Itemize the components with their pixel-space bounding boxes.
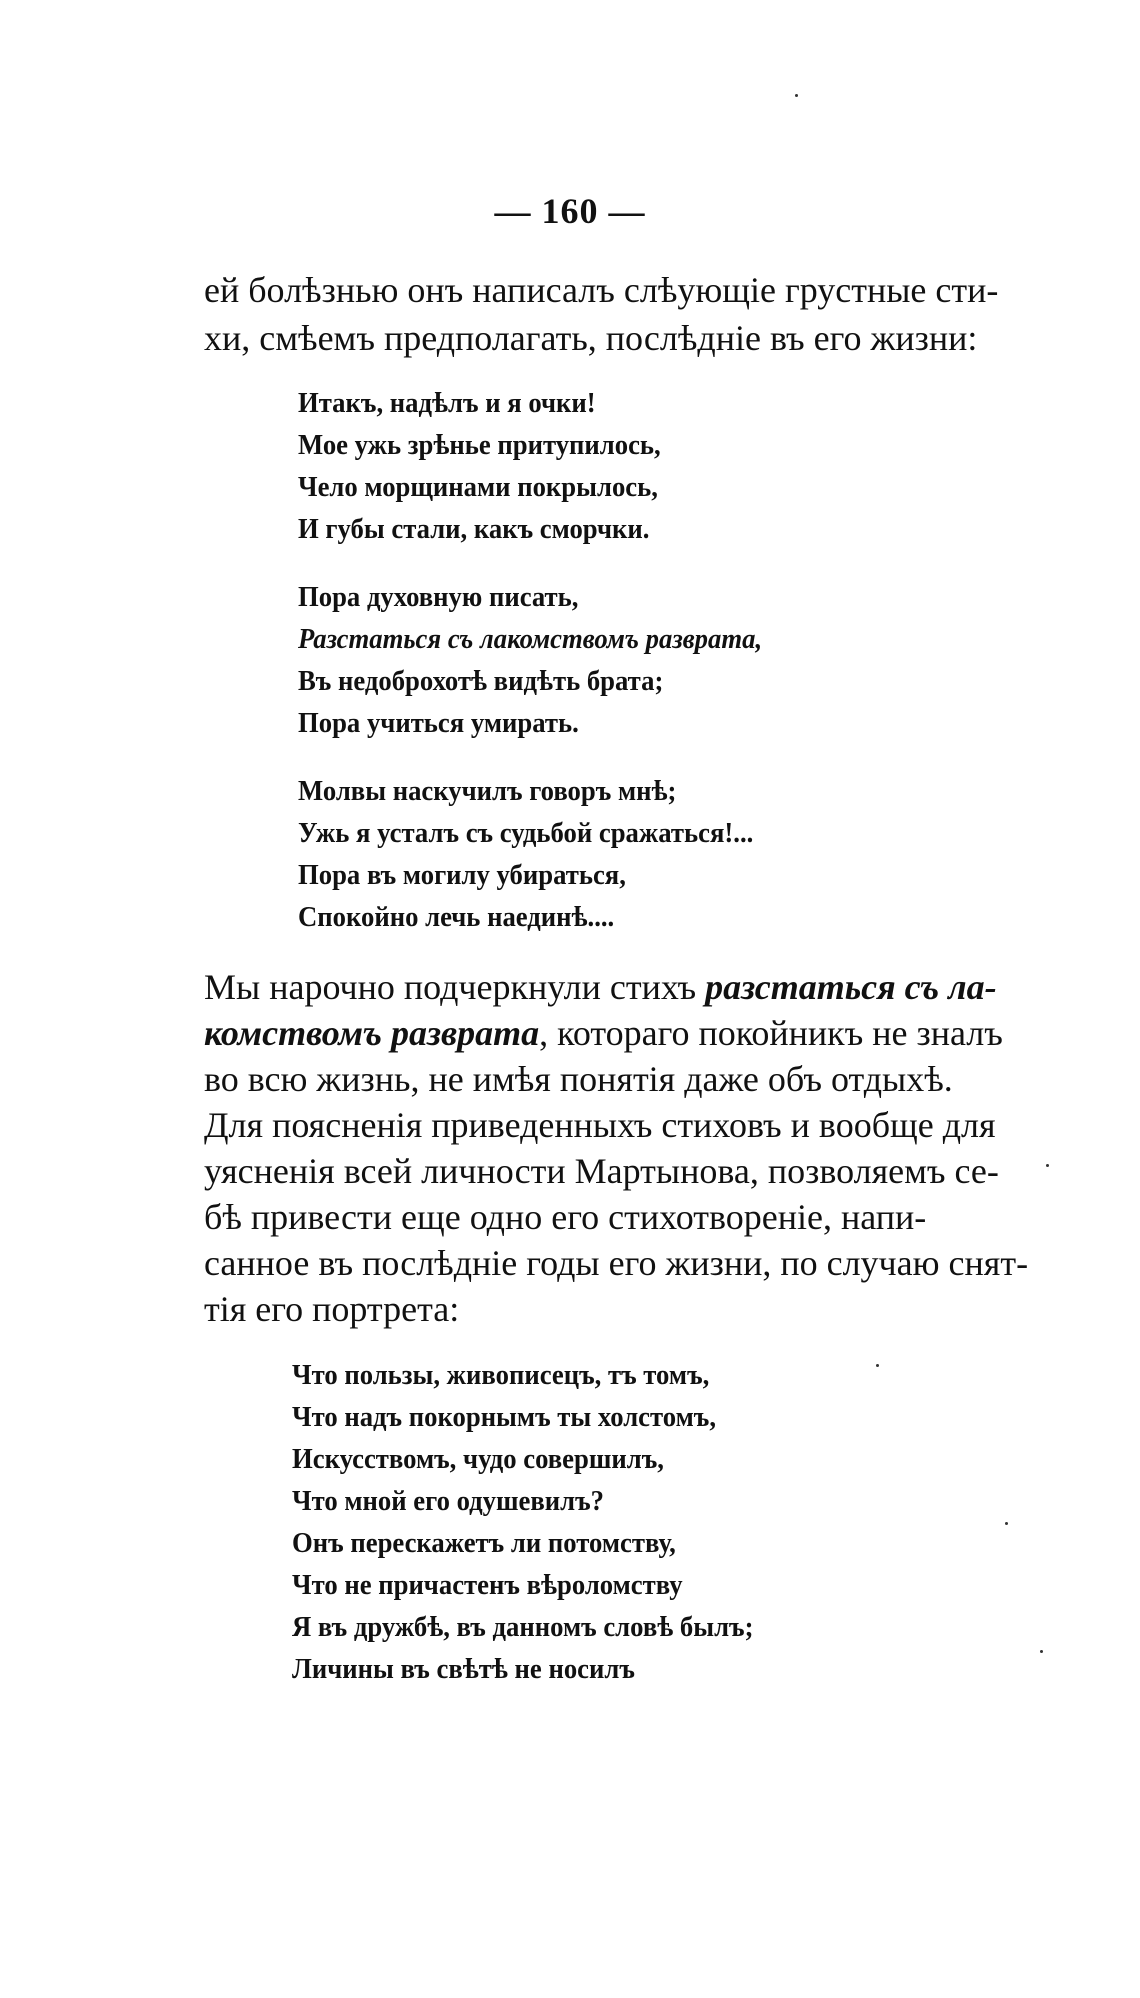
verse-line: Въ недоброхотѣ видѣть брата; xyxy=(298,665,664,697)
scan-speck xyxy=(1046,1164,1049,1167)
text-line: уясненія всей личности Мартынова, позволяемъ се- xyxy=(204,1151,999,1191)
text-line: тія его портрета: xyxy=(204,1289,460,1329)
poem-1 xyxy=(298,382,762,938)
emphasis: комствомъ разврата xyxy=(204,1013,540,1053)
verse-line: Пора духовную писать, xyxy=(298,581,579,613)
text-line: во всю жизнь, не имѣя понятія даже объ отдыхѣ. xyxy=(204,1059,953,1099)
verse-line: Что пользы, живописецъ, тъ томъ, xyxy=(292,1359,710,1391)
scan-speck xyxy=(1040,1650,1043,1653)
text-line: комствомъ разврата, котораго покойникъ не зналъ xyxy=(204,1013,1003,1053)
scan-speck xyxy=(876,1364,879,1367)
verse-line: Что мной его одушевилъ? xyxy=(292,1485,604,1517)
verse-line: Что не причастенъ вѣроломству xyxy=(292,1569,683,1601)
verse-line: И губы стали, какъ сморчки. xyxy=(298,513,650,545)
verse-line: Что надъ покорнымъ ты холстомъ, xyxy=(292,1401,717,1433)
text-line: хи, смѣемъ предполагать, послѣдніе въ его жизни: xyxy=(204,318,978,358)
text-line: ей болѣзнью онъ написалъ слѣующіе грустные сти- xyxy=(204,270,999,310)
verse-line: Личины въ свѣтѣ не носилъ xyxy=(292,1653,635,1685)
verse-line: Онъ перескажетъ ли потомству, xyxy=(292,1527,676,1559)
verse-line: Искусствомъ, чудо совершилъ, xyxy=(292,1443,664,1475)
stanza xyxy=(298,576,762,744)
scan-speck xyxy=(1005,1522,1008,1525)
scan-speck xyxy=(795,94,798,97)
text-line: санное въ послѣдніе годы его жизни, по случаю снят- xyxy=(204,1243,1029,1283)
emphasis: разстаться съ ла- xyxy=(705,967,997,1007)
intro-paragraph xyxy=(204,266,1054,362)
poem-2 xyxy=(292,1354,753,1690)
verse-line: Итакъ, надѣлъ и я очки! xyxy=(298,387,596,419)
verse-line: Молвы наскучилъ говоръ мнѣ; xyxy=(298,775,677,807)
text-line: Мы нарочно подчеркнули стихъ разстаться съ ла- xyxy=(204,967,997,1007)
stanza xyxy=(298,382,762,550)
verse-line: Мое ужь зрѣнье притупилось, xyxy=(298,429,661,461)
page-number: — 160 — xyxy=(494,191,646,231)
stanza xyxy=(298,770,762,938)
verse-line-emphasis: Разстаться съ лакомствомъ разврата, xyxy=(298,623,763,655)
text-line: бѣ привести еще одно его стихотвореніе, напи- xyxy=(204,1197,927,1237)
verse-line: Спокойно лечь наединѣ.... xyxy=(298,901,615,933)
main-paragraph xyxy=(204,964,1054,1332)
verse-line: Пора въ могилу убираться, xyxy=(298,859,626,891)
verse-line: Ужь я усталъ съ судьбой сражаться!... xyxy=(298,817,754,849)
verse-line: Я въ дружбѣ, въ данномъ словѣ былъ; xyxy=(292,1611,754,1643)
text-line: Для поясненія приведенныхъ стиховъ и вообще для xyxy=(204,1105,996,1145)
verse-line: Пора учиться умирать. xyxy=(298,707,579,739)
verse-line: Чело морщинами покрылось, xyxy=(298,471,658,503)
